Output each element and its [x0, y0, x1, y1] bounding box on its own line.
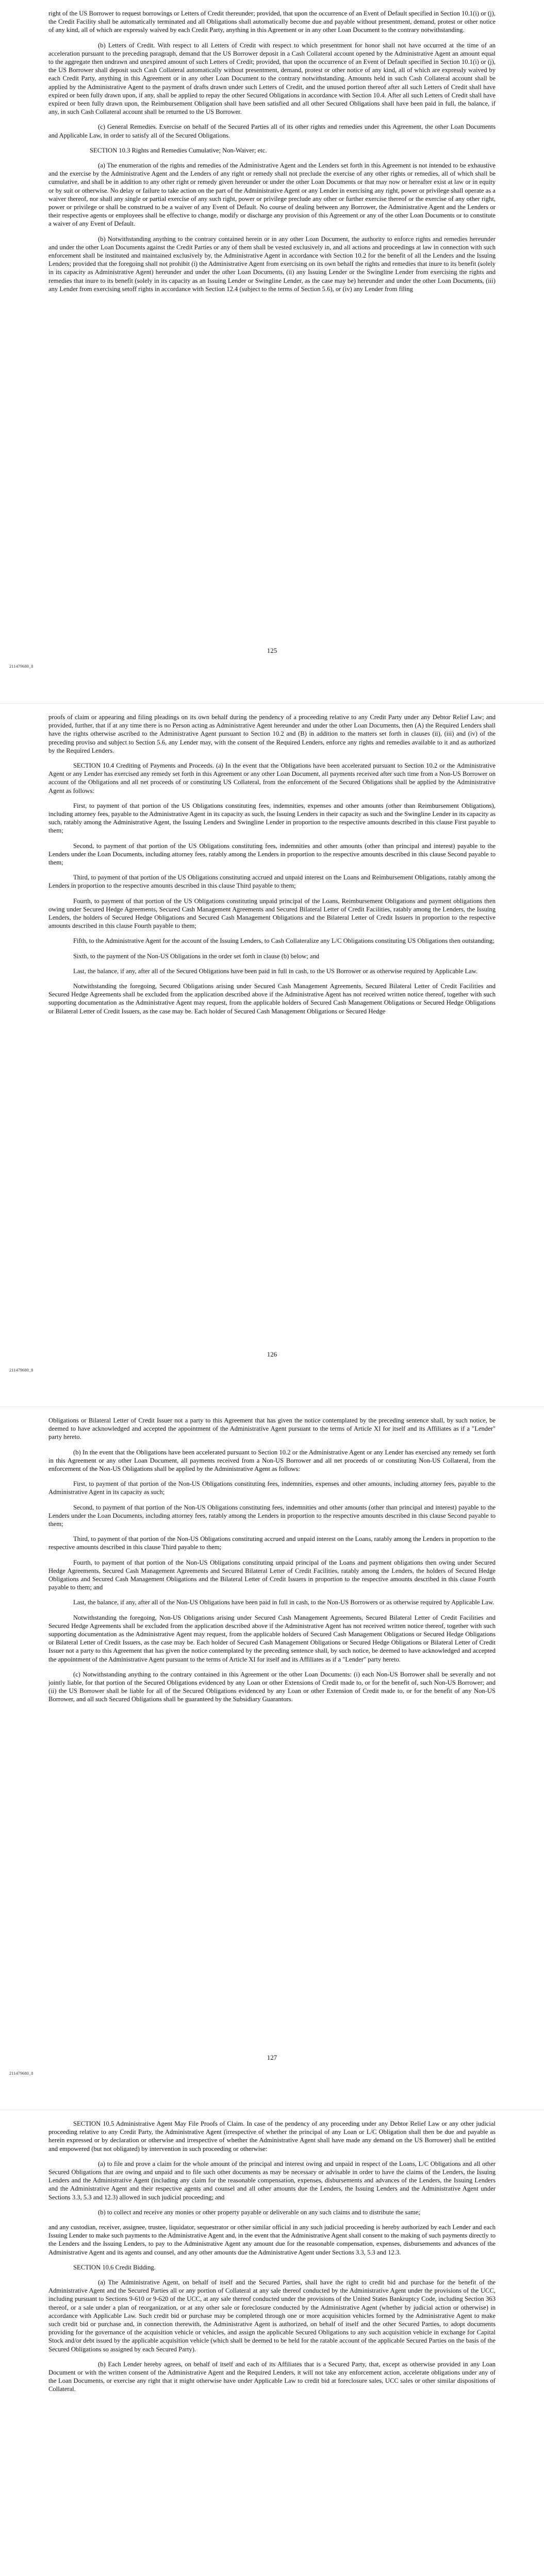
page-body — [48, 713, 496, 1348]
paragraph: First, to payment of that portion of the US Obligations constituting fees, indemnities, expenses and other amounts (other than Reimbursement Obligations), including attorney fees, payable to the Administrative Agent in its capacity as such, the Issuing Lenders in their capacity as such and the Swingline Lender in its capacity as such, ratably among the Administrative Agent, the Issuing Lenders and Swingline Lender in proportion to the respective amounts described in this clause First payable to them; — [48, 802, 496, 835]
section-heading: SECTION 10.3 Rights and Remedies Cumulative; Non-Waiver; etc. — [90, 146, 267, 154]
document-page — [0, 2110, 544, 2576]
page-body — [48, 9, 496, 644]
page-number: 127 — [267, 2054, 277, 2061]
paragraph: proofs of claim or appearing and filing pleadings on its own behalf during the pendency of a proceeding relative to any Credit Party under any Debtor Relief Law; and provided, further, that if at any time there is no Person acting as Administrative Agent hereunder and under the other Loan Documents, then (A) the Required Lenders shall have the rights otherwise ascribed to the Administrative Agent pursuant to Section 10.2 and (B) in addition to the matters set forth in clauses (ii), (iii) and (iv) of the preceding proviso and subject to Section 5.6, any Lender may, with the consent of the Required Lenders, enforce any rights and remedies available to it and as authorized by the Required Lenders. — [48, 714, 496, 754]
paragraph: (a) The Administrative Agent, on behalf of itself and the Secured Parties, shall have the right to credit bid and purchase for the benefit of the Administrative Agent and the Secured Parties all or any portion of Collateral at any sale thereof conducted by the Administrative Agent under the provisions of the UCC, including pursuant to Sections 9-610 or 9-620 of the UCC, at any sale thereof conducted under the provisions of the United States Bankruptcy Code, including Section 363 thereof, or a sale under a plan of reorganization, or at any other sale or foreclosure conducted by the Administrative Agent (whether by judicial action or otherwise) in accordance with Applicable Law. Such credit bid or purchase may be completed through one or more acquisition vehicles formed by the Administrative Agent to make such credit bid or purchase and, in connection therewith, the Administrative Agent is authorized, on behalf of itself and the other Secured Parties, to adopt documents providing for the governance of the acquisition vehicle or vehicles, and assign the applicable Secured Obligations to any such acquisition vehicle in exchange for Capital Stock and/or debt issued by the applicable acquisition vehicle (which shall be deemed to be held for the ratable account of the applicable Secured Parties on the basis of the Secured Obligations so assigned by each Secured Party). — [48, 2279, 496, 2353]
paragraph: Fourth, to payment of that portion of the US Obligations constituting unpaid principal of the Loans, Reimbursement Obligations and payment obligations then owing under Secured Hedge Agreements, Secured Cash Management Agreements and Secured Bilateral Letter of Credit Facilities, ratably among the Lenders, the Issuing Lenders, the holders of Secured Hedge Obligations and Secured Cash Management Obligations and the Bilateral Letter of Credit Issuers in proportion to the respective amounts described in this clause Fourth payable to them; — [48, 897, 496, 930]
document-page — [0, 703, 544, 1406]
paragraph: SECTION 10.6 Credit Bidding. — [73, 2263, 156, 2271]
paragraph: Second, to payment of that portion of the Non-US Obligations constituting fees, indemnities and other amounts (other than principal and interest) payable to the Lenders under the Loan Documents, including attorney fees, ratably among the Lenders in proportion to the respective amounts described in this clause Second payable to them; — [48, 1503, 496, 1528]
paragraph: Notwithstanding the foregoing, Secured Obligations arising under Secured Cash Management Agreements, Secured Bilateral Letter of Credit Facilities and Secured Hedge Agreements shall be excluded from the application described above if the Administrative Agent has not received written notice thereof, together with such supporting documentation as the Administrative Agent may request, from the applicable holders of Secured Cash Management Obligations or Secured Hedge Obligations or Bilateral Letter of Credit Issuers, as the case may be. Each holder of Secured Cash Management Obligations or Secured Hedge — [48, 982, 496, 1015]
paragraph: (b) Each Lender hereby agrees, on behalf of itself and each of its Affiliates that is a Secured Party, that, except as otherwise provided in any Loan Document or with the written consent of the Administrative Agent and the Required Lenders, it will not take any enforcement action, accelerate obligations under any of the Loan Documents, or exercise any right that it might otherwise have under Applicable Law to credit bid at foreclosure sales, UCC sales or other similar dispositions of Collateral. — [48, 2360, 496, 2393]
paragraph: (a) to file and prove a claim for the whole amount of the principal and interest owing and unpaid in respect of the Loans, L/C Obligations and all other Secured Obligations that are owing and unpaid and to file such other documents as may be necessary or advisable in order to have the claims of the Lenders, the Issuing Lenders and the Administrative Agent (including any claim for the reasonable compensation, expenses, disbursements and advances of the Lenders, the Issuing Lenders and the Administrative Agent and their respective agents and counsel and all other amounts due the Lenders, the Issuing Lenders and the Administrative Agent under Sections 3.3, 5.3 and 12.3) allowed in such judicial proceeding; and — [48, 2160, 496, 2201]
page-body — [48, 1416, 496, 2051]
paragraph: Fifth, to the Administrative Agent for the account of the Issuing Lenders, to Cash Collateralize any L/C Obligations constituting US Obligations then outstanding; — [73, 937, 494, 945]
paragraph: First, to payment of that portion of the Non-US Obligations constituting fees, indemnities, expenses and other amounts, including attorney fees, payable to the Administrative Agent in its capacity as such; — [48, 1480, 496, 1496]
paragraph: (c) General Remedies. Exercise on behalf of the Secured Parties all of its other rights and remedies under this Agreement, the other Loan Documents and Applicable Law, in order to satisfy all of the Secured Obligations. — [48, 123, 496, 139]
paragraph: (b) to collect and receive any monies or other property payable or deliverable on any such claims and to distribute the same; — [98, 2208, 420, 2216]
paragraph: (a) The enumeration of the rights and remedies of the Administrative Agent and the Lenders set forth in this Agreement is not intended to be exhaustive and the exercise by the Administrative Agent and the Lenders of any right or remedy shall not preclude the exercise of any other rights or remedies, all of which shall be cumulative, and shall be in addition to any other right or remedy given hereunder or under the other Loan Documents or that may now or hereafter exist at law or in equity or by suit or otherwise. No delay or failure to take action on the part of the Administrative Agent or any Lender in exercising any right, power or privilege shall operate as a waiver thereof, nor shall any single or partial exercise of any such right, power or privilege preclude any other or further exercise thereof or the exercise of any other right, power or privilege or shall be construed to be a waiver of any Event of Default. No course of dealing between any Borrower, the Administrative Agent and the Lenders or their respective agents or employees shall be effective to change, modify or discharge any provision of this Agreement or any of the other Loan Documents or to constitute a waiver of any Event of Default. — [48, 162, 496, 228]
document-page — [0, 1406, 544, 2110]
paragraph: Obligations or Bilateral Letter of Credit Issuer not a party to this Agreement that has given the notice contemplated by the preceding sentence shall, by such notice, be deemed to have acknowledged and accepted the appointment of the Administrative Agent pursuant to the terms of Article XI for itself and its Affiliates as if a "Lender" party hereto. — [48, 1417, 496, 1441]
page-number: 126 — [267, 1350, 277, 1358]
document-id: 211479680_8 — [9, 664, 34, 669]
paragraph: Notwithstanding the foregoing, Non-US Obligations arising under Secured Cash Management Agreements, Secured Bilateral Letter of Credit Facilities and Secured Hedge Agreements shall be excluded from the application described above if the Administrative Agent has not received written notice thereof, together with such supporting documentation as the Administrative Agent may request, from the applicable holders of Secured Cash Management Obligations or Secured Hedge Obligations or Bilateral Letter of Credit Issuers, as the case may be. Each holder of Secured Cash Management Obligations or Secured Hedge Obligations or Bilateral Letter of Credit Issuer not a party to this Agreement that has given the notice contemplated by the preceding sentence shall, by such notice, be deemed to have acknowledged and accepted the appointment of the Administrative Agent pursuant to the terms of Article XI for itself and its Affiliates as if a "Lender" party hereto. — [48, 1614, 496, 1663]
paragraph: Third, to payment of that portion of the US Obligations constituting accrued and unpaid interest on the Loans and Reimbursement Obligations, ratably among the Lenders in proportion to the respective amounts described in this clause Third payable to them; — [48, 874, 496, 890]
paragraph: and any custodian, receiver, assignee, trustee, liquidator, sequestrator or other similar official in any such judicial proceeding is hereby authorized by each Lender and each Issuing Lender to make such payments to the Administrative Agent and, in the event that the Administrative Agent shall consent to the making of such payments directly to the Lenders and the Issuing Lenders, to pay to the Administrative Agent any amount due for the reasonable compensation, expenses, disbursements and advances of the Administrative Agent and its agents and counsel, and any other amounts due the Administrative Agent under Sections 3.3, 5.3 and 12.3. — [48, 2224, 496, 2256]
paragraph: Last, the balance, if any, after all of the Non-US Obligations have been paid in full in cash, to the Non-US Borrowers or as otherwise required by Applicable Law. — [73, 1599, 494, 1606]
paragraph: Sixth, to the payment of the Non-US Obligations in the order set forth in clause (b) below; and — [73, 952, 320, 960]
paragraph: (b) In the event that the Obligations have been accelerated pursuant to Section 10.2 or the Administrative Agent or any Lender has exercised any remedy set forth in this Agreement or any other Loan Document, all payments received from a Non-US Borrower and all net proceeds of or constituting Non-US Collateral, from the enforcement of the Non-US Obligations shall be applied by the Administrative Agent as follows: — [48, 1448, 496, 1473]
document-id: 211479680_8 — [9, 2071, 34, 2076]
paragraph: (b) Notwithstanding anything to the contrary contained herein or in any other Loan Document, the authority to enforce rights and remedies hereunder and under the other Loan Documents against the Credit Parties or any of them shall be vested exclusively in, and all actions and proceedings at law in connection with such enforcement shall be instituted and maintained exclusively by, the Administrative Agent in accordance with Section 10.2 for the benefit of all the Lenders and the Issuing Lenders; provided that the foregoing shall not prohibit (i) the Administrative Agent from exercising on its own behalf the rights and remedies that inure to its benefit (solely in its capacity as Administrative Agent) hereunder and under the other Loan Documents, (ii) any Issuing Lender or the Swingline Lender from exercising the rights and remedies that inure to its benefit (solely in its capacity as an Issuing Lender or Swingline Lender, as the case may be) hereunder and under the other Loan Documents, (iii) any Lender from exercising setoff rights in accordance with Section 12.4 (subject to the terms of Section 5.6), or (iv) any Lender from filing — [48, 235, 496, 293]
document-id: 211479680_8 — [9, 1367, 34, 1372]
page-number: 125 — [267, 647, 277, 654]
paragraph: (b) Letters of Credit. With respect to all Letters of Credit with respect to which presentment for honor shall not have occurred at the time of an acceleration pursuant to the preceding paragraph, demand that the US Borrower deposit in a Cash Collateral account opened by the Administrative Agent an amount equal to the aggregate then undrawn and unexpired amount of such Letters of Credit; provided, that upon the occurrence of an Event of Default specified in Section 10.1(i) or (j), the US Borrower shall deposit such Cash Collateral automatically without presentment, demand, protest or other notice of any kind, all of which are expressly waived by each Credit Party, anything in this Agreement or in any other Loan Document to the contrary notwithstanding. Amounts held in such Cash Collateral account shall be applied by the Administrative Agent to the payment of drafts drawn under such Letters of Credit, and the unused portion thereof after all such Letters of Credit shall have expired or been fully drawn upon, if any, shall be applied to repay the other Secured Obligations in accordance with Section 10.4. After all such Letters of Credit shall have expired or been fully drawn upon, the Reimbursement Obligation shall have been satisfied and all other Secured Obligations shall have been paid in full, the balance, if any, in such Cash Collateral account shall be returned to the US Borrower. — [48, 41, 496, 116]
paragraph: Third, to payment of that portion of the Non-US Obligations constituting accrued and unpaid interest on the Loans, ratably among the Lenders in proportion to the respective amounts described in this clause Third payable to them; — [48, 1535, 496, 1551]
paragraph: Second, to payment of that portion of the US Obligations constituting fees, indemnities and other amounts (other than principal and interest) payable to the Lenders under the Loan Documents, including attorney fees, ratably among the Lenders in proportion to the respective amounts described in this clause Second payable to them; — [48, 842, 496, 867]
document-page — [0, 0, 544, 703]
paragraph: right of the US Borrower to request borrowings or Letters of Credit thereunder; provided, that upon the occurrence of an Event of Default specified in Section 10.1(i) or (j), the Credit Facility shall be automatically terminated and all Obligations shall automatically become due and payable without presentment, demand, protest or other notice of any kind, all of which are expressly waived by each Credit Party, anything in this Agreement or in any other Loan Document to the contrary notwithstanding. — [48, 10, 496, 34]
paragraph: SECTION 10.4 Crediting of Payments and Proceeds. (a) In the event that the Obligations have been accelerated pursuant to Section 10.2 or the Administrative Agent or any Lender has exercised any remedy set forth in this Agreement or any other Loan Document, all payments received after such time from a Non-US Borrower on account of the Obligations and all net proceeds of or constituting US Collateral, from the enforcement of the Secured Obligations shall be applied by the Administrative Agent as follows: — [48, 762, 496, 794]
page-body — [48, 2120, 496, 2576]
paragraph: Fourth, to payment of that portion of the Non-US Obligations constituting unpaid principal of the Loans and payment obligations then owing under Secured Hedge Agreements, Secured Cash Management Agreements and Secured Bilateral Letter of Credit Facilities, ratably among the Lenders, the holders of Secured Hedge Obligations and Secured Cash Management Obligations and the Bilateral Letter of Credit Issuers in proportion to the respective amounts described in this clause Fourth payable to them; and — [48, 1558, 496, 1591]
paragraph: SECTION 10.5 Administrative Agent May File Proofs of Claim. In case of the pendency of any proceeding under any Debtor Relief Law or any other judicial proceeding relative to any Credit Party, the Administrative Agent (irrespective of whether the principal of any Loan or L/C Obligation shall then be due and payable as herein expressed or by declaration or otherwise and irrespective of whether the Administrative Agent shall have made any demand on the US Borrower) shall be entitled and empowered (but not obligated) by intervention in such proceeding or otherwise: — [48, 2120, 496, 2153]
paragraph: (c) Notwithstanding anything to the contrary contained in this Agreement or the other Loan Documents: (i) each Non-US Borrower shall be severally and not jointly liable, for that portion of the Secured Obligations evidenced by any Loan or other Extensions of Credit made to, or for the benefit of, such Non-US Borrower; and (ii) the US Borrower shall be liable for all of the Secured Obligations evidenced by any Loan or other Extension of Credit made to, or for the benefit of any Non-US Borrower, and all such Secured Obligations shall be guaranteed by the Subsidiary Guarantors. — [48, 1670, 496, 1703]
paragraph: Last, the balance, if any, after all of the Secured Obligations have been paid in full in cash, to the US Borrower or as otherwise required by Applicable Law. — [73, 967, 478, 975]
